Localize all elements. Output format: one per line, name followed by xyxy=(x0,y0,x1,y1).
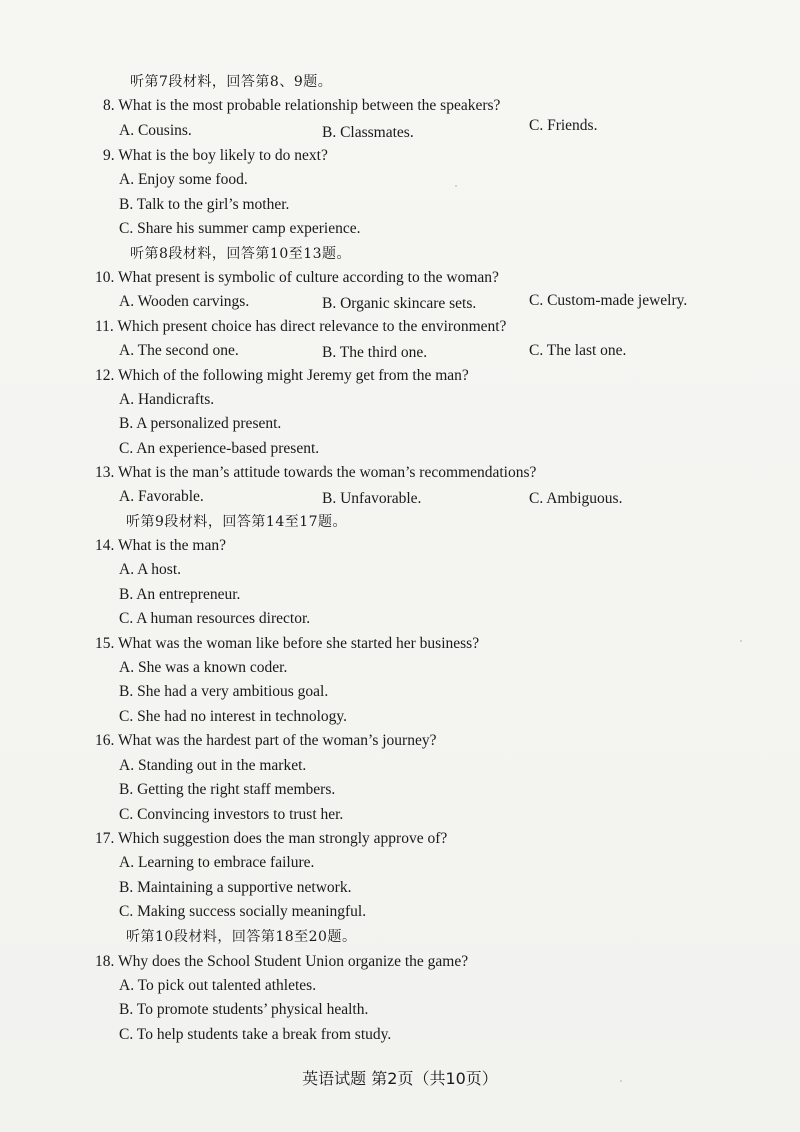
question-9-option-a: A. Enjoy some food. xyxy=(119,171,248,188)
question-11: 11. Which present choice has direct relevance to the environment? xyxy=(95,318,507,335)
question-10-option-c: C. Custom-made jewelry. xyxy=(529,292,688,309)
question-18-option-a: A. To pick out talented athletes. xyxy=(119,977,317,994)
question-18-option-b: B. To promote students’ physical health. xyxy=(119,1001,369,1018)
question-8-option-a: A. Cousins. xyxy=(119,122,192,139)
question-16: 16. What was the hardest part of the woman’s journey? xyxy=(95,732,437,749)
section-heading-8: 听第8段材料，回答第10至13题。 xyxy=(130,246,352,262)
question-12-option-c: C. An experience-based present. xyxy=(119,440,320,457)
question-13-option-a: A. Favorable. xyxy=(119,488,204,505)
section-heading-7: 听第7段材料，回答第8、9题。 xyxy=(130,74,333,90)
question-10-option-a: A. Wooden carvings. xyxy=(119,293,250,310)
question-11-option-c: C. The last one. xyxy=(529,342,627,359)
question-17-option-a: A. Learning to embrace failure. xyxy=(119,854,315,871)
scan-speck xyxy=(740,640,742,642)
question-15-option-b: B. She had a very ambitious goal. xyxy=(119,683,329,700)
question-17-option-b: B. Maintaining a supportive network. xyxy=(119,879,352,896)
question-12: 12. Which of the following might Jeremy get from the man? xyxy=(95,367,469,384)
question-16-option-b: B. Getting the right staff members. xyxy=(119,781,336,798)
question-9-option-b: B. Talk to the girl’s mother. xyxy=(119,196,290,213)
question-10: 10. What present is symbolic of culture according to the woman? xyxy=(95,269,499,286)
question-13-option-b: B. Unfavorable. xyxy=(322,490,422,507)
question-8: 8. What is the most probable relationship between the speakers? xyxy=(103,97,501,114)
question-15-option-c: C. She had no interest in technology. xyxy=(119,708,348,725)
question-8-option-b: B. Classmates. xyxy=(322,124,414,141)
page-footer: 英语试题 第2页（共10页） xyxy=(302,1069,498,1088)
question-11-option-a: A. The second one. xyxy=(119,342,239,359)
question-10-option-b: B. Organic skincare sets. xyxy=(322,295,477,312)
question-15-option-a: A. She was a known coder. xyxy=(119,659,288,676)
question-16-option-a: A. Standing out in the market. xyxy=(119,757,307,774)
question-18: 18. Why does the School Student Union organize the game? xyxy=(95,953,469,970)
question-12-option-a: A. Handicrafts. xyxy=(119,391,215,408)
question-14: 14. What is the man? xyxy=(95,537,227,554)
question-14-option-a: A. A host. xyxy=(119,561,182,578)
question-17: 17. Which suggestion does the man strongly approve of? xyxy=(95,830,448,847)
section-heading-9: 听第9段材料，回答第14至17题。 xyxy=(126,514,348,530)
question-16-option-c: C. Convincing investors to trust her. xyxy=(119,806,344,823)
scan-speck xyxy=(620,1080,622,1082)
question-9-option-c: C. Share his summer camp experience. xyxy=(119,220,361,237)
question-14-option-b: B. An entrepreneur. xyxy=(119,586,241,603)
question-12-option-b: B. A personalized present. xyxy=(119,415,282,432)
question-18-option-c: C. To help students take a break from study. xyxy=(119,1026,392,1043)
question-8-option-c: C. Friends. xyxy=(529,117,598,134)
question-17-option-c: C. Making success socially meaningful. xyxy=(119,903,367,920)
question-13-option-c: C. Ambiguous. xyxy=(529,490,623,507)
question-11-option-b: B. The third one. xyxy=(322,344,428,361)
question-13: 13. What is the man’s attitude towards the woman’s recommendations? xyxy=(95,464,537,481)
scan-speck xyxy=(455,185,457,187)
question-15: 15. What was the woman like before she started her business? xyxy=(95,635,480,652)
question-14-option-c: C. A human resources director. xyxy=(119,610,311,627)
question-9: 9. What is the boy likely to do next? xyxy=(103,147,328,164)
section-heading-10: 听第10段材料，回答第18至20题。 xyxy=(126,929,357,945)
